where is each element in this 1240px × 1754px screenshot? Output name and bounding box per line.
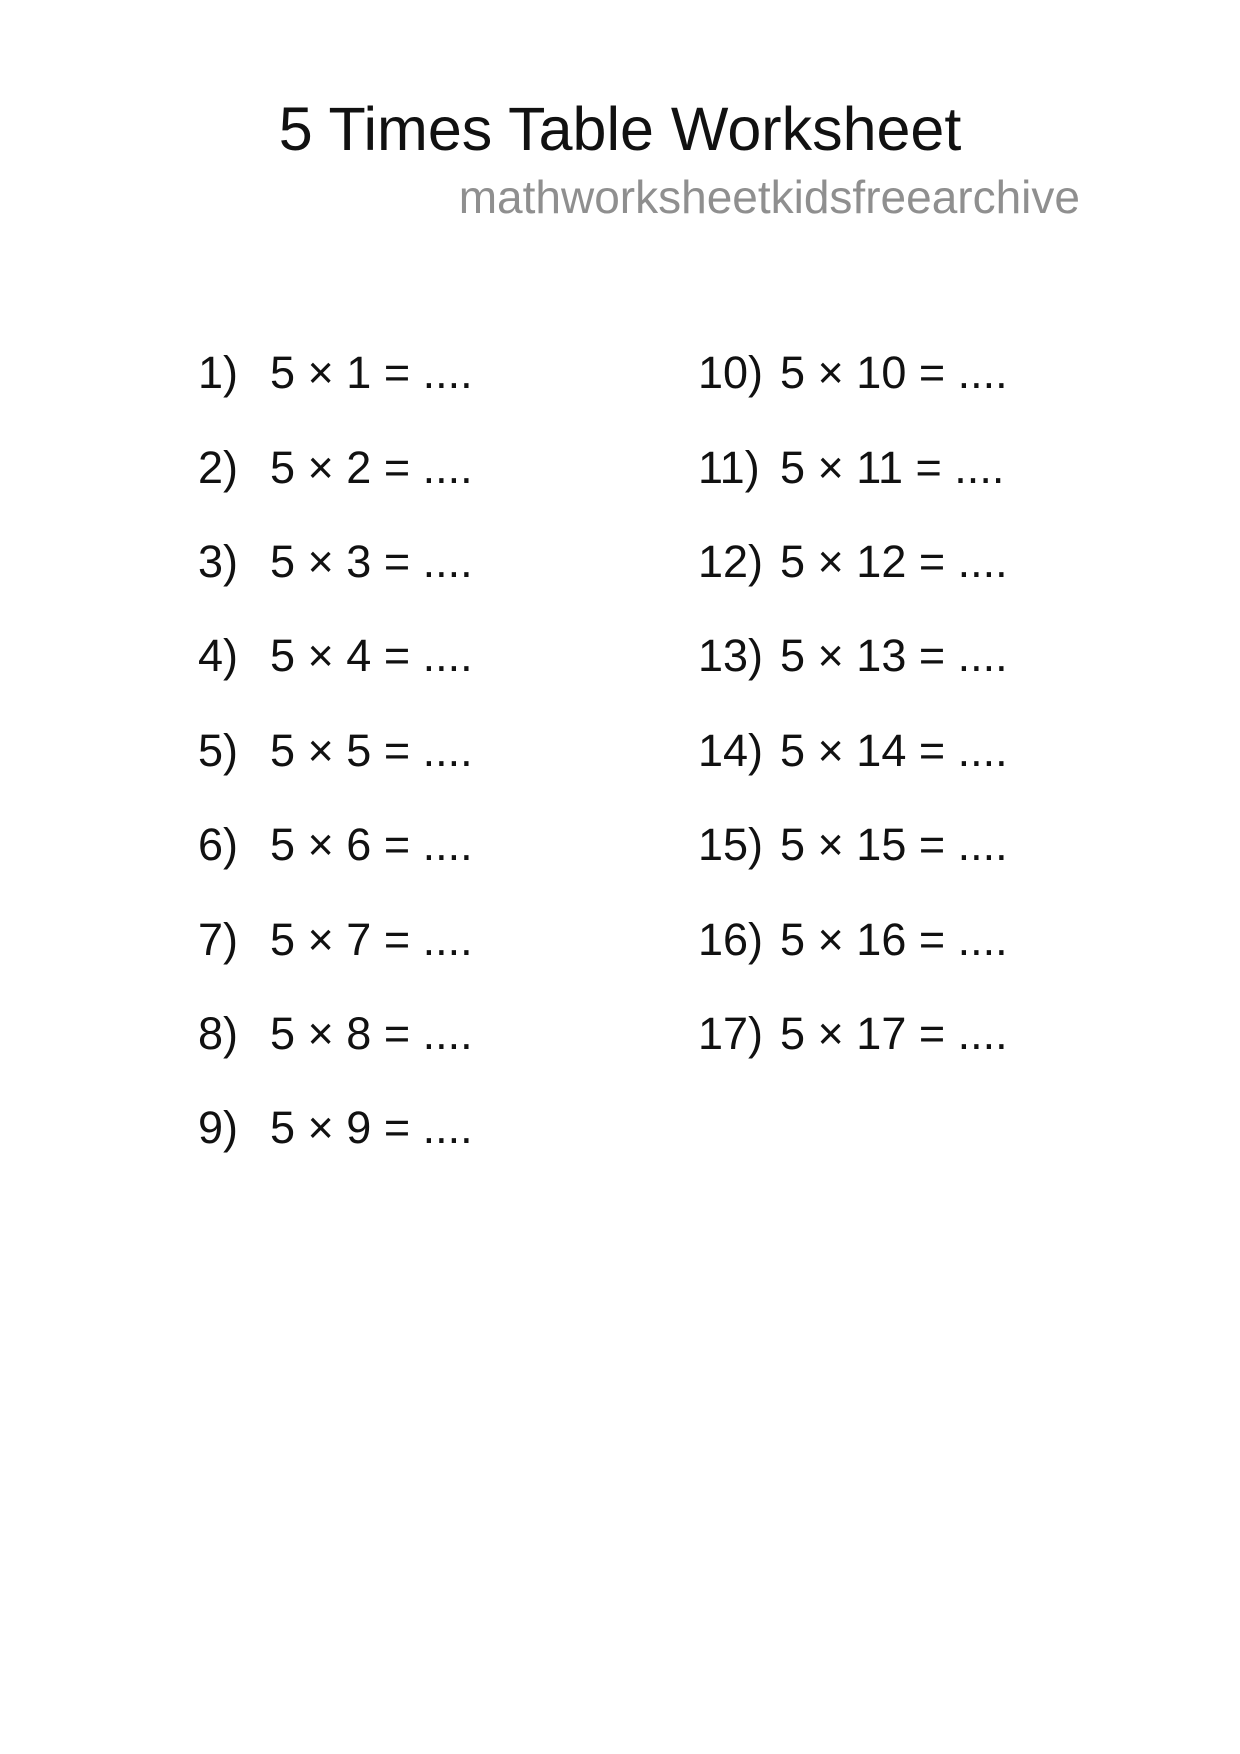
problem-row: [698, 704, 1008, 798]
problem-expression: 5 × 12 = ....: [780, 535, 1008, 587]
problem-number: 11): [698, 441, 760, 493]
problem-expression: 5 × 10 = ....: [780, 347, 1008, 399]
problem-expression: 5 × 14 = ....: [780, 724, 1008, 776]
problem-number: 17): [698, 1007, 764, 1059]
problem-number: 7): [198, 913, 239, 965]
problem-row: [698, 326, 1008, 420]
problem-row: [198, 1081, 473, 1175]
problem-number: 12): [698, 535, 764, 587]
problem-row: [698, 609, 1008, 703]
problem-row: [698, 515, 1008, 609]
problem-expression: 5 × 4 = ....: [270, 630, 473, 682]
problem-row: [198, 798, 473, 892]
problem-row: [198, 326, 473, 420]
problem-row: [698, 798, 1008, 892]
problem-expression: 5 × 11 = ....: [780, 441, 1005, 493]
problem-number: 15): [698, 819, 764, 871]
problem-expression: 5 × 1 = ....: [270, 347, 473, 399]
problem-expression: 5 × 2 = ....: [270, 441, 473, 493]
problem-row: [198, 420, 473, 514]
problem-expression: 5 × 7 = ....: [270, 913, 473, 965]
problem-expression: 5 × 9 = ....: [270, 1102, 473, 1154]
problem-expression: 5 × 8 = ....: [270, 1007, 473, 1059]
problem-number: 10): [698, 347, 764, 399]
problem-row: [698, 987, 1008, 1081]
problem-number: 14): [698, 724, 764, 776]
problem-row: [198, 609, 473, 703]
problem-number: 3): [198, 535, 239, 587]
problem-expression: 5 × 15 = ....: [780, 819, 1008, 871]
problem-expression: 5 × 16 = ....: [780, 913, 1008, 965]
problem-row: [198, 704, 473, 798]
problem-row: [698, 420, 1008, 514]
problem-expression: 5 × 13 = ....: [780, 630, 1008, 682]
problem-number: 1): [198, 347, 239, 399]
problem-row: [698, 892, 1008, 986]
problem-number: 4): [198, 630, 239, 682]
problems-column-left: [198, 326, 473, 1176]
problem-number: 5): [198, 724, 239, 776]
page-title: 5 Times Table Worksheet: [278, 95, 962, 163]
problem-number: 6): [198, 819, 239, 871]
problem-expression: 5 × 6 = ....: [270, 819, 473, 871]
problem-expression: 5 × 17 = ....: [780, 1007, 1008, 1059]
problem-row: [198, 892, 473, 986]
page-subtitle: mathworksheetkidsfreearchive: [458, 171, 1080, 223]
problem-expression: 5 × 5 = ....: [270, 724, 473, 776]
problem-number: 2): [198, 441, 239, 493]
problem-number: 8): [198, 1007, 239, 1059]
problem-expression: 5 × 3 = ....: [270, 535, 473, 587]
problem-number: 13): [698, 630, 764, 682]
problem-row: [198, 515, 473, 609]
problem-number: 9): [198, 1102, 239, 1154]
problem-row: [198, 987, 473, 1081]
problems-column-right: [698, 326, 1008, 1081]
problem-number: 16): [698, 913, 764, 965]
